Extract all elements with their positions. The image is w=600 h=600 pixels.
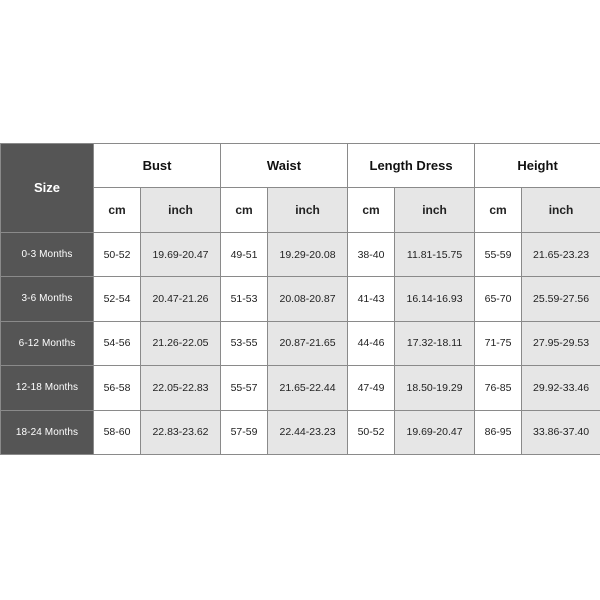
size-label: 18-24 Months xyxy=(1,410,94,454)
size-chart-table xyxy=(0,143,600,455)
length-dress-header: Length Dress xyxy=(348,144,475,188)
length-dress-cm-cell: 41-43 xyxy=(348,277,395,321)
bust-cm-cell: 58-60 xyxy=(94,410,141,454)
height-cm-cell: 55-59 xyxy=(475,232,522,276)
length-dress-inch-cell: 16.14-16.93 xyxy=(395,277,475,321)
bust-inch-cell: 22.83-23.62 xyxy=(141,410,221,454)
height-cm-cell: 86-95 xyxy=(475,410,522,454)
length-dress-cm-cell: 44-46 xyxy=(348,321,395,365)
waist-cm-cell: 49-51 xyxy=(221,232,268,276)
waist-inch-cell: 20.87-21.65 xyxy=(268,321,348,365)
length-dress-cm-cell: 38-40 xyxy=(348,232,395,276)
height-inch-cell: 33.86-37.40 xyxy=(522,410,600,454)
bust-inch-cell: 21.26-22.05 xyxy=(141,321,221,365)
waist-inch-cell: 20.08-20.87 xyxy=(268,277,348,321)
table-row xyxy=(1,410,600,454)
length-dress-inch-cell: 11.81-15.75 xyxy=(395,232,475,276)
waist-cm-cell: 51-53 xyxy=(221,277,268,321)
group-header-row xyxy=(1,144,600,188)
size-rows xyxy=(1,232,600,454)
bust-cm-cell: 52-54 xyxy=(94,277,141,321)
size-label: 3-6 Months xyxy=(1,277,94,321)
height-inch-cell: 29.92-33.46 xyxy=(522,366,600,410)
size-label: 0-3 Months xyxy=(1,232,94,276)
table-row xyxy=(1,366,600,410)
table-row xyxy=(1,232,600,276)
bust-cm-cell: 54-56 xyxy=(94,321,141,365)
unit-cm-header: cm xyxy=(221,188,268,232)
height-inch-cell: 21.65-23.23 xyxy=(522,232,600,276)
size-label: 12-18 Months xyxy=(1,366,94,410)
height-header: Height xyxy=(475,144,600,188)
height-inch-cell: 25.59-27.56 xyxy=(522,277,600,321)
bust-inch-cell: 20.47-21.26 xyxy=(141,277,221,321)
size-header: Size xyxy=(1,144,94,233)
bust-inch-cell: 22.05-22.83 xyxy=(141,366,221,410)
length-dress-inch-cell: 19.69-20.47 xyxy=(395,410,475,454)
height-cm-cell: 65-70 xyxy=(475,277,522,321)
height-inch-cell: 27.95-29.53 xyxy=(522,321,600,365)
size-label: 6-12 Months xyxy=(1,321,94,365)
unit-inch-header: inch xyxy=(395,188,475,232)
length-dress-cm-cell: 50-52 xyxy=(348,410,395,454)
unit-cm-header: cm xyxy=(348,188,395,232)
bust-inch-cell: 19.69-20.47 xyxy=(141,232,221,276)
height-cm-cell: 71-75 xyxy=(475,321,522,365)
waist-inch-cell: 22.44-23.23 xyxy=(268,410,348,454)
waist-header: Waist xyxy=(221,144,348,188)
height-cm-cell: 76-85 xyxy=(475,366,522,410)
unit-cm-header: cm xyxy=(94,188,141,232)
waist-cm-cell: 53-55 xyxy=(221,321,268,365)
waist-inch-cell: 21.65-22.44 xyxy=(268,366,348,410)
bust-header: Bust xyxy=(94,144,221,188)
waist-inch-cell: 19.29-20.08 xyxy=(268,232,348,276)
unit-inch-header: inch xyxy=(268,188,348,232)
table-row xyxy=(1,321,600,365)
length-dress-cm-cell: 47-49 xyxy=(348,366,395,410)
unit-cm-header: cm xyxy=(475,188,522,232)
bust-cm-cell: 56-58 xyxy=(94,366,141,410)
bust-cm-cell: 50-52 xyxy=(94,232,141,276)
unit-inch-header: inch xyxy=(141,188,221,232)
length-dress-inch-cell: 18.50-19.29 xyxy=(395,366,475,410)
waist-cm-cell: 57-59 xyxy=(221,410,268,454)
table-row xyxy=(1,277,600,321)
unit-inch-header: inch xyxy=(522,188,600,232)
length-dress-inch-cell: 17.32-18.11 xyxy=(395,321,475,365)
waist-cm-cell: 55-57 xyxy=(221,366,268,410)
